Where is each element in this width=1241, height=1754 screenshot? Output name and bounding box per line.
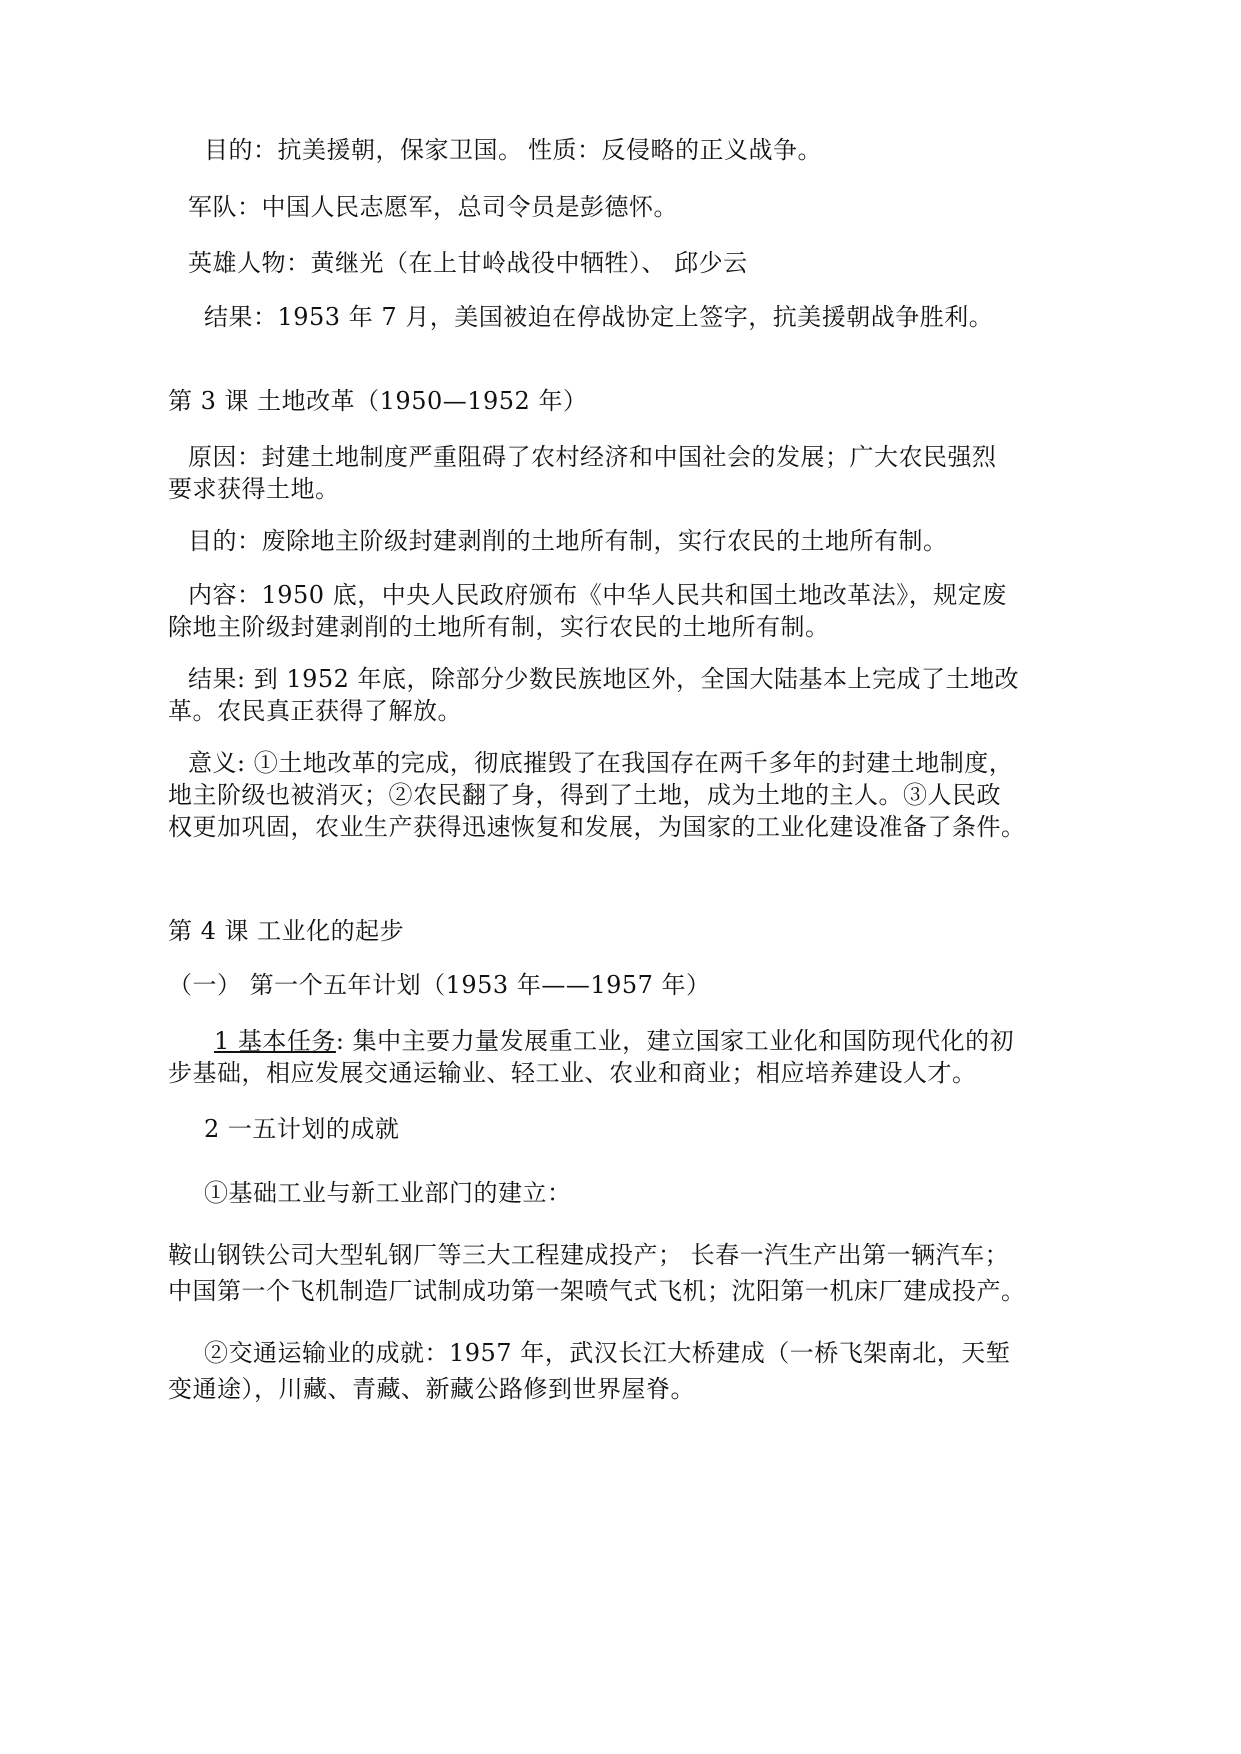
korean-war-army: 军队：中国人民志愿军，总司令员是彭德怀。 [188,193,678,221]
item1-line1: 鞍山钢铁公司大型轧钢厂等三大工程建成投产； 长春一汽生产出第一辆汽车； [168,1241,1010,1269]
task-label: 1 基本任务 [214,1027,336,1055]
korean-war-heroes: 英雄人物：黄继光（在上甘岭战役中牺牲）、 邱少云 [188,249,748,277]
lesson4-section1: （一） 第一个五年计划（1953 年——1957 年） [168,971,711,999]
lesson3-result-line1: 结果: 到 1952 年底，除部分少数民族地区外，全国大陆基本上完成了土地改 [188,665,1020,693]
item1-title: ①基础工业与新工业部门的建立： [204,1179,572,1207]
lesson3-result-line2: 革。农民真正获得了解放。 [168,697,462,725]
korean-war-nature: 性质：反侵略的正义战争。 [528,136,822,164]
lesson3-content-line2: 除地主阶级封建剥削的土地所有制，实行农民的土地所有制。 [168,613,830,641]
lesson4-task-line1 [214,1024,1014,1058]
lesson3-content-line1: 内容：1950 底，中央人民政府颁布《中华人民共和国土地改革法》，规定废 [188,581,1007,609]
item2-line2: 变通途），川藏、青藏、新藏公路修到世界屋脊。 [168,1375,695,1403]
lesson3-cause-line1: 原因：封建土地制度严重阻碍了农村经济和中国社会的发展；广大农民强烈 [188,443,997,471]
item1-line2: 中国第一个飞机制造厂试制成功第一架喷气式飞机；沈阳第一机床厂建成投产。 [168,1277,1026,1305]
lesson3-meaning-line3: 权更加巩固，农业生产获得迅速恢复和发展，为国家的工业化建设准备了条件。 [168,813,1026,841]
lesson3-purpose: 目的：废除地主阶级封建剥削的土地所有制，实行农民的土地所有制。 [188,527,948,555]
lesson3-meaning-line1: 意义: ①土地改革的完成，彻底摧毁了在我国存在两千多年的封建土地制度， [188,749,1014,777]
lesson3-title: 第 3 课 土地改革（1950—1952 年） [168,387,588,415]
lesson3-cause-line2: 要求获得土地。 [168,475,340,503]
lesson4-title: 第 4 课 工业化的起步 [168,917,405,945]
item2-line1: ②交通运输业的成就：1957 年，武汉长江大桥建成（一桥飞架南北，天堑 [204,1339,1011,1367]
achievements-title: 2 一五计划的成就 [204,1115,400,1143]
lesson3-meaning-line2: 地主阶级也被消灭；②农民翻了身，得到了土地，成为土地的主人。③人民政 [168,781,1001,809]
task-line1-rest: : 集中主要力量发展重工业，建立国家工业化和国防现代化的初 [335,1027,1015,1055]
korean-war-purpose: 目的：抗美援朝，保家卫国。 [204,136,523,164]
korean-war-result: 结果：1953 年 7 月，美国被迫在停战协定上签字，抗美援朝战争胜利。 [204,303,994,331]
lesson4-task-line2: 步基础，相应发展交通运输业、轻工业、农业和商业；相应培养建设人才。 [168,1059,977,1087]
